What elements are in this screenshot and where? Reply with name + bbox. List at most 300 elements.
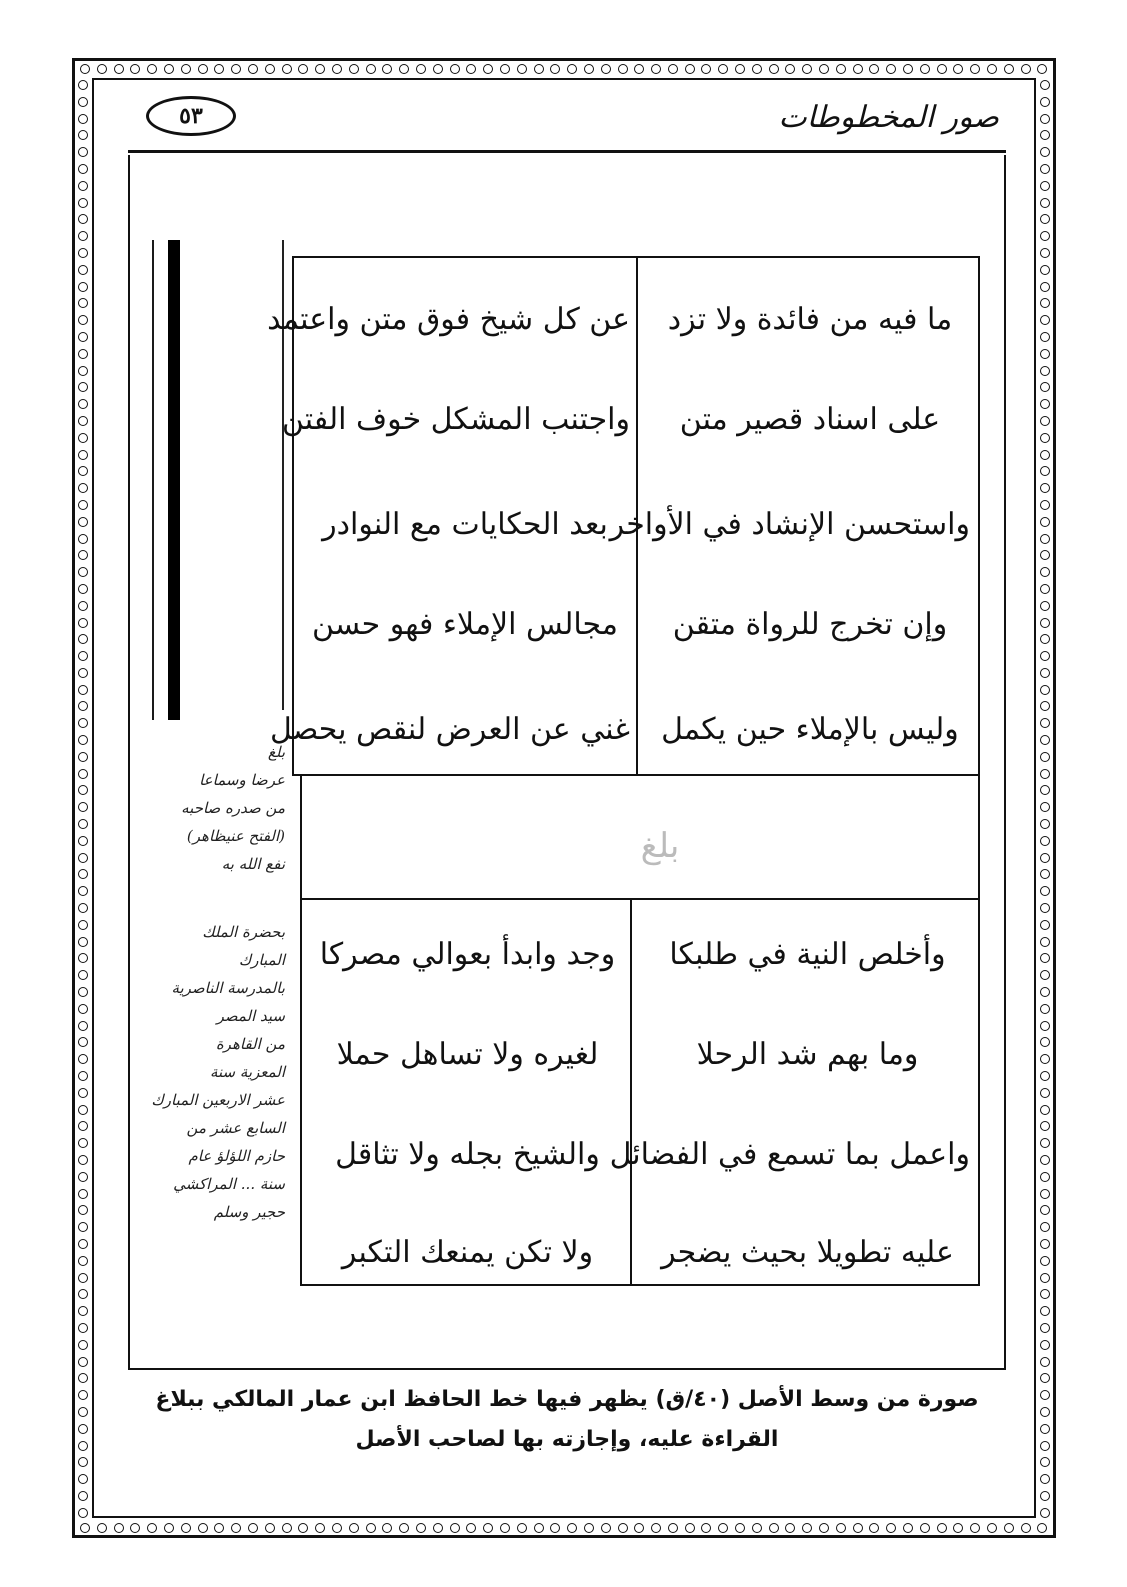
- border-ornament: [1040, 903, 1050, 913]
- border-ornament: [248, 1523, 258, 1533]
- border-ornament: [78, 1390, 88, 1400]
- border-ornament: [332, 64, 342, 74]
- border-ornament: [78, 567, 88, 577]
- border-ornament: [78, 265, 88, 275]
- border-ornament: [214, 1523, 224, 1533]
- border-ornament: [1040, 735, 1050, 745]
- border-ornament: [1040, 953, 1050, 963]
- border-ornament: [634, 64, 644, 74]
- border-ornament: [332, 1523, 342, 1533]
- border-ornament: [366, 64, 376, 74]
- border-ornament: [78, 1172, 88, 1182]
- border-ornament: [752, 64, 762, 74]
- border-ornament: [1040, 601, 1050, 611]
- margin-note-line: المعزية سنة: [209, 1063, 285, 1081]
- border-ornament: [78, 466, 88, 476]
- border-ornament: [349, 1523, 359, 1533]
- border-ornament: [1040, 701, 1050, 711]
- border-ornament: [785, 1523, 795, 1533]
- border-ornament: [78, 164, 88, 174]
- border-ornament: [1040, 349, 1050, 359]
- border-ornament: [78, 668, 88, 678]
- border-ornament: [1040, 668, 1050, 678]
- border-ornament: [1040, 567, 1050, 577]
- caption-line-1: صورة من وسط الأصل (٤٠/ق) يظهر فيها خط الحافظ ابن عمار المالكي ببلاغ: [155, 1387, 979, 1412]
- border-ornament: [550, 1523, 560, 1533]
- border-ornament: [802, 1523, 812, 1533]
- border-ornament: [399, 1523, 409, 1533]
- border-ornament: [1040, 114, 1050, 124]
- border-ornament: [416, 64, 426, 74]
- border-ornament: [78, 198, 88, 208]
- header-rule: [128, 150, 1006, 153]
- border-ornament: [198, 1523, 208, 1533]
- border-ornament: [1040, 1273, 1050, 1283]
- border-ornament: [198, 64, 208, 74]
- border-ornament: [517, 64, 527, 74]
- border-ornament: [78, 1289, 88, 1299]
- border-ornament: [78, 231, 88, 241]
- border-ornament: [534, 64, 544, 74]
- margin-note-line: بحضرة الملك: [202, 923, 285, 941]
- border-ornament: [1040, 1306, 1050, 1316]
- border-ornament: [1040, 685, 1050, 695]
- border-ornament: [78, 399, 88, 409]
- border-ornament: [78, 769, 88, 779]
- border-ornament: [130, 1523, 140, 1533]
- border-ornament: [953, 1523, 963, 1533]
- border-ornament: [1040, 937, 1050, 947]
- border-ornament: [433, 1523, 443, 1533]
- border-ornament: [836, 1523, 846, 1533]
- border-ornament: [78, 634, 88, 644]
- border-ornament: [78, 601, 88, 611]
- border-ornament: [1040, 450, 1050, 460]
- border-ornament: [1040, 634, 1050, 644]
- margin-note-line: سنة ... المراكشي: [173, 1175, 285, 1193]
- border-ornament: [1040, 265, 1050, 275]
- border-ornament: [78, 1357, 88, 1367]
- border-ornament: [78, 315, 88, 325]
- verse-bottom-right: وما بهم شد الرحلا: [696, 1037, 919, 1072]
- border-ornament: [78, 1037, 88, 1047]
- border-ornament: [78, 1071, 88, 1081]
- border-ornament: [78, 130, 88, 140]
- border-ornament: [78, 1054, 88, 1064]
- border-ornament: [534, 1523, 544, 1533]
- border-ornament-right: [1038, 80, 1052, 1518]
- border-ornament: [78, 785, 88, 795]
- border-ornament: [147, 64, 157, 74]
- border-ornament-bottom: [80, 1521, 1048, 1535]
- margin-note-line: (الفتح عنيظاهر): [186, 827, 285, 845]
- border-ornament: [78, 1424, 88, 1434]
- border-ornament: [1004, 64, 1014, 74]
- border-ornament: [114, 64, 124, 74]
- border-ornament: [78, 1407, 88, 1417]
- border-ornament: [1040, 1457, 1050, 1467]
- border-ornament: [718, 64, 728, 74]
- border-ornament: [1040, 366, 1050, 376]
- border-ornament: [78, 1306, 88, 1316]
- border-ornament: [1040, 1256, 1050, 1266]
- border-ornament: [78, 1239, 88, 1249]
- border-ornament: [601, 1523, 611, 1533]
- border-ornament: [970, 64, 980, 74]
- border-ornament: [349, 64, 359, 74]
- border-ornament: [1040, 869, 1050, 879]
- border-ornament: [651, 1523, 661, 1533]
- border-ornament: [1040, 1373, 1050, 1383]
- border-ornament: [1040, 886, 1050, 896]
- border-ornament: [1040, 718, 1050, 728]
- border-ornament: [78, 1205, 88, 1215]
- border-ornament: [147, 1523, 157, 1533]
- border-ornament: [1040, 1004, 1050, 1014]
- border-ornament: [769, 1523, 779, 1533]
- border-ornament: [685, 1523, 695, 1533]
- border-ornament: [164, 1523, 174, 1533]
- border-ornament: [466, 64, 476, 74]
- border-ornament: [78, 248, 88, 258]
- border-ornament: [78, 500, 88, 510]
- border-ornament: [1040, 1222, 1050, 1232]
- border-ornament: [78, 1222, 88, 1232]
- border-ornament: [1040, 534, 1050, 544]
- border-ornament: [214, 64, 224, 74]
- border-ornament: [282, 64, 292, 74]
- border-ornament: [265, 64, 275, 74]
- border-ornament: [78, 953, 88, 963]
- border-ornament: [1040, 1424, 1050, 1434]
- border-ornament: [1040, 1289, 1050, 1299]
- border-ornament: [1040, 97, 1050, 107]
- border-ornament: [903, 1523, 913, 1533]
- border-ornament: [701, 64, 711, 74]
- verse-top-right: وليس بالإملاء حين يكمل: [661, 712, 959, 747]
- border-ornament: [1040, 399, 1050, 409]
- border-ornament: [1021, 64, 1031, 74]
- border-ornament: [500, 1523, 510, 1533]
- border-ornament: [550, 64, 560, 74]
- border-ornament: [1040, 987, 1050, 997]
- border-ornament: [78, 685, 88, 695]
- border-ornament: [987, 1523, 997, 1533]
- verse-top-left: عن كل شيخ فوق متن واعتمد: [267, 302, 630, 337]
- border-ornament: [1040, 1138, 1050, 1148]
- verse-top-left: غني عن العرض لنقص يحصل: [270, 712, 630, 747]
- verse-bottom-left: ولا تكن يمنعك التكبر: [341, 1235, 594, 1270]
- border-ornament: [651, 64, 661, 74]
- column-divider-bottom: [630, 898, 632, 1286]
- border-ornament: [1040, 416, 1050, 426]
- border-ornament: [78, 1508, 88, 1518]
- border-ornament: [836, 64, 846, 74]
- border-ornament: [1040, 1357, 1050, 1367]
- verse-bottom-right: عليه تطويلا بحيث يضجر: [661, 1235, 954, 1270]
- border-ornament: [78, 298, 88, 308]
- border-ornament: [668, 1523, 678, 1533]
- running-title: صور المخطوطات: [778, 100, 999, 135]
- border-ornament: [1040, 1105, 1050, 1115]
- border-ornament: [1040, 920, 1050, 930]
- border-ornament: [1040, 836, 1050, 846]
- border-ornament: [399, 64, 409, 74]
- border-ornament: [752, 1523, 762, 1533]
- border-ornament: [248, 64, 258, 74]
- border-ornament-left: [76, 80, 90, 1518]
- border-ornament: [718, 1523, 728, 1533]
- binding-edge: [142, 240, 184, 720]
- border-ornament: [231, 1523, 241, 1533]
- border-ornament: [517, 1523, 527, 1533]
- margin-note-line: نفع الله به: [221, 855, 285, 873]
- verse-top-left: بعد الحكايات مع النوادر: [322, 507, 608, 542]
- border-ornament: [231, 64, 241, 74]
- border-ornament: [1040, 802, 1050, 812]
- verse-top-right: وإن تخرج للرواة متقن: [672, 607, 948, 642]
- border-ornament: [1040, 1121, 1050, 1131]
- border-ornament: [265, 1523, 275, 1533]
- border-ornament: [1040, 282, 1050, 292]
- margin-note-line: بالمدرسة الناصرية: [171, 979, 285, 997]
- border-ornament: [1040, 164, 1050, 174]
- margin-note-line: حجير وسلم: [213, 1203, 285, 1221]
- border-ornament: [181, 1523, 191, 1533]
- border-ornament: [601, 64, 611, 74]
- border-ornament: [78, 450, 88, 460]
- border-ornament: [450, 64, 460, 74]
- border-ornament: [382, 1523, 392, 1533]
- border-ornament: [80, 64, 90, 74]
- border-ornament: [937, 1523, 947, 1533]
- border-ornament: [1040, 1172, 1050, 1182]
- verse-bottom-left: وجد وابدأ بعوالي مصركا: [319, 937, 616, 972]
- border-ornament: [853, 1523, 863, 1533]
- verse-bottom-right: وأخلص النية في طلبكا: [669, 937, 946, 972]
- border-ornament: [78, 1004, 88, 1014]
- border-ornament: [78, 1138, 88, 1148]
- border-ornament: [78, 416, 88, 426]
- margin-note-line: عشر الاربعين المبارك: [151, 1091, 285, 1109]
- border-ornament: [1040, 1205, 1050, 1215]
- verse-top-right: ما فيه من فائدة ولا تزد: [667, 302, 953, 337]
- border-ornament: [970, 1523, 980, 1533]
- border-ornament: [1040, 315, 1050, 325]
- border-ornament: [298, 64, 308, 74]
- border-ornament: [802, 64, 812, 74]
- border-ornament: [78, 181, 88, 191]
- border-ornament: [78, 853, 88, 863]
- border-ornament: [78, 1323, 88, 1333]
- border-ornament: [567, 64, 577, 74]
- border-ornament-top: [80, 62, 1048, 76]
- border-ornament: [78, 1491, 88, 1501]
- border-ornament: [466, 1523, 476, 1533]
- border-ornament: [78, 701, 88, 711]
- border-ornament: [78, 349, 88, 359]
- verse-bottom-left: والشيخ بجله ولا تثاقل: [335, 1137, 600, 1172]
- border-ornament: [819, 64, 829, 74]
- border-ornament: [1040, 1323, 1050, 1333]
- border-ornament: [298, 1523, 308, 1533]
- border-ornament: [1040, 853, 1050, 863]
- border-ornament: [78, 1105, 88, 1115]
- border-ornament: [1004, 1523, 1014, 1533]
- border-ornament: [1040, 1037, 1050, 1047]
- figure-caption: [130, 1380, 1004, 1460]
- border-ornament: [78, 920, 88, 930]
- border-ornament: [483, 1523, 493, 1533]
- border-ornament: [1037, 1523, 1047, 1533]
- border-ornament: [937, 64, 947, 74]
- border-ornament: [1040, 752, 1050, 762]
- border-ornament: [920, 1523, 930, 1533]
- border-ornament: [869, 64, 879, 74]
- verse-bottom-right: واعمل بما تسمع في الفضائل: [609, 1137, 970, 1172]
- border-ornament: [78, 735, 88, 745]
- border-ornament: [1040, 1021, 1050, 1031]
- border-ornament: [164, 64, 174, 74]
- border-ornament: [1040, 1407, 1050, 1417]
- border-ornament: [1040, 248, 1050, 258]
- border-ornament: [1040, 147, 1050, 157]
- border-ornament: [181, 64, 191, 74]
- border-ornament: [1040, 1189, 1050, 1199]
- border-ornament: [1040, 1441, 1050, 1451]
- border-ornament: [1040, 819, 1050, 829]
- border-ornament: [114, 1523, 124, 1533]
- border-ornament: [78, 1273, 88, 1283]
- border-ornament: [1037, 64, 1047, 74]
- border-ornament: [78, 366, 88, 376]
- border-ornament: [78, 1021, 88, 1031]
- border-ornament: [1040, 130, 1050, 140]
- border-ornament: [1040, 1474, 1050, 1484]
- border-ornament: [1040, 1508, 1050, 1518]
- verse-top-right: واستحسن الإنشاد في الأواخر: [609, 507, 970, 542]
- border-ornament: [1040, 181, 1050, 191]
- border-ornament: [1040, 1071, 1050, 1081]
- border-ornament: [78, 517, 88, 527]
- border-ornament: [78, 332, 88, 342]
- border-ornament: [78, 97, 88, 107]
- border-ornament: [1040, 1491, 1050, 1501]
- verse-bottom-left: لغيره ولا تساهل حملا: [336, 1037, 599, 1072]
- border-ornament: [78, 382, 88, 392]
- border-ornament: [668, 64, 678, 74]
- border-ornament: [1040, 1239, 1050, 1249]
- border-ornament: [78, 802, 88, 812]
- border-ornament: [78, 147, 88, 157]
- border-ornament: [903, 64, 913, 74]
- border-ornament: [78, 1155, 88, 1165]
- border-ornament: [1040, 769, 1050, 779]
- border-ornament: [1040, 298, 1050, 308]
- verse-top-left: مجالس الإملاء فهو حسن: [312, 607, 618, 642]
- border-ornament: [1040, 500, 1050, 510]
- border-ornament: [78, 1457, 88, 1467]
- border-ornament: [701, 1523, 711, 1533]
- border-ornament: [433, 64, 443, 74]
- border-ornament: [78, 987, 88, 997]
- border-ornament: [685, 64, 695, 74]
- border-ornament: [78, 282, 88, 292]
- border-ornament: [1040, 483, 1050, 493]
- border-ornament: [78, 114, 88, 124]
- border-ornament: [78, 869, 88, 879]
- border-ornament: [78, 534, 88, 544]
- border-ornament: [1021, 1523, 1031, 1533]
- border-ornament: [78, 584, 88, 594]
- page-number: ٥٣: [146, 96, 236, 136]
- border-ornament: [853, 64, 863, 74]
- border-ornament: [78, 903, 88, 913]
- border-ornament: [769, 64, 779, 74]
- margin-note-line: بلغ: [267, 743, 285, 761]
- border-ornament: [987, 64, 997, 74]
- border-ornament: [382, 64, 392, 74]
- border-ornament: [1040, 466, 1050, 476]
- border-ornament: [97, 1523, 107, 1533]
- border-ornament: [1040, 651, 1050, 661]
- margin-note-line: عرضا وسماعا: [199, 771, 285, 789]
- border-ornament: [735, 64, 745, 74]
- border-ornament: [1040, 198, 1050, 208]
- border-ornament: [78, 1088, 88, 1098]
- border-ornament: [78, 483, 88, 493]
- border-ornament: [1040, 618, 1050, 628]
- border-ornament: [1040, 517, 1050, 527]
- border-ornament: [567, 1523, 577, 1533]
- border-ornament: [282, 1523, 292, 1533]
- border-ornament: [78, 970, 88, 980]
- caption-line-2: القراءة عليه، وإجازته بها لصاحب الأصل: [355, 1427, 779, 1452]
- border-ornament: [618, 64, 628, 74]
- border-ornament: [78, 1373, 88, 1383]
- border-ornament: [886, 64, 896, 74]
- border-ornament: [80, 1523, 90, 1533]
- border-ornament: [78, 80, 88, 90]
- border-ornament: [500, 64, 510, 74]
- border-ornament: [416, 1523, 426, 1533]
- border-ornament: [584, 1523, 594, 1533]
- border-ornament: [819, 1523, 829, 1533]
- border-ornament: [953, 64, 963, 74]
- border-ornament: [1040, 1390, 1050, 1400]
- border-ornament: [78, 214, 88, 224]
- border-ornament: [78, 550, 88, 560]
- margin-note-line: السابع عشر من: [186, 1119, 285, 1137]
- border-ornament: [78, 651, 88, 661]
- border-ornament: [1040, 1155, 1050, 1165]
- border-ornament: [78, 937, 88, 947]
- border-ornament: [78, 433, 88, 443]
- border-ornament: [130, 64, 140, 74]
- border-ornament: [1040, 1054, 1050, 1064]
- border-ornament: [920, 64, 930, 74]
- border-ornament: [1040, 332, 1050, 342]
- border-ornament: [97, 64, 107, 74]
- margin-note-line: المبارك: [238, 951, 285, 969]
- margin-note-line: سيد المصر: [216, 1007, 285, 1025]
- border-ornament: [1040, 80, 1050, 90]
- border-ornament: [78, 618, 88, 628]
- border-ornament: [1040, 550, 1050, 560]
- border-ornament: [78, 1256, 88, 1266]
- border-ornament: [78, 886, 88, 896]
- border-ornament: [785, 64, 795, 74]
